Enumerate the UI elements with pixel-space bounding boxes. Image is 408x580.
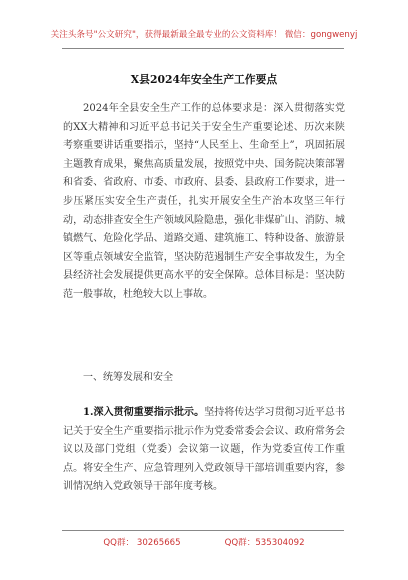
document-title: X县2024年安全生产工作要点 — [130, 73, 278, 86]
item-1-text: 坚持将传达学习贯彻习近平总书记关于安全生产重要指示批示作为党委常委会会议、政府常务会议以及部门党组（党委）会议第一议题，作为党委宣传工作重点。将安全生产、应急管理列入党政领导干部培训重要内容，参训情况纳入党政领导干部年度考核。 — [63, 407, 345, 493]
item-1-paragraph — [63, 404, 345, 497]
footer-qq-group-2: QQ群：535304092 — [224, 538, 305, 548]
promo-header: 关注头条号"公文研究"，获得最新最全最专业的公文资料库！ 微信：gongwenyj — [50, 30, 358, 40]
intro-paragraph: 2024年全县安全生产工作的总体要求是：深入贯彻落实党的XX大精神和习近平总书记关于安全生产重要论述、历次来陕考察重要讲话重要指示，坚持“人民至上、生命至上”，巩固拓展主题教育成果，聚焦高质量发展，按照党中央、国务院决策部署和省委、省政府、市委、市政府、县委、县政府工作要求，进一步压紧压实安全生产责任，扎实开展安全生产治本攻坚三年行动，动态排查安全生产领域风险隐患，强化非煤矿山、消防、城镇燃气、危险化学品、道路交通、建筑施工、特种设备、旅游景区等重点领域安全监管，坚决防范遏制生产安全事故发生，为全县经济社会发展提供更高水平的安全保障。总体目标是：坚决防范一般事故，杜绝较大以上事故。 — [63, 103, 345, 300]
footer-qq-group-1: QQ群： 30265665 — [103, 538, 181, 548]
footer-divider — [62, 530, 344, 531]
header-divider — [62, 48, 344, 49]
section-heading: 一、统筹发展和安全 — [83, 372, 173, 383]
footer — [0, 536, 408, 548]
item-1-lead: 1.深入贯彻重要指示批示。 — [83, 407, 205, 418]
